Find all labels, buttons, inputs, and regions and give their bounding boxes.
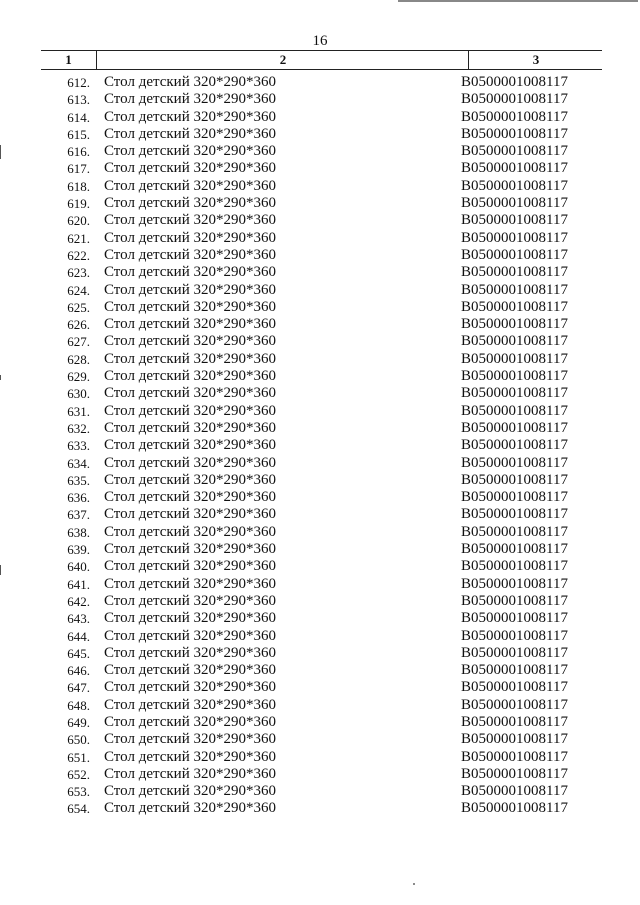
item-code: B0500001008117 [461,454,568,471]
item-name: Стол детский 320*290*360 [104,558,276,575]
item-code: B0500001008117 [461,264,568,281]
table-row [0,437,640,454]
row-number: 653. [67,784,90,800]
row-number: 638. [67,524,90,540]
item-code: B0500001008117 [461,212,568,229]
item-name: Стол детский 320*290*360 [104,316,276,333]
item-code: B0500001008117 [461,316,568,333]
row-number: 628. [67,351,90,367]
item-code: B0500001008117 [461,731,568,748]
item-code: B0500001008117 [461,108,568,125]
table-row [0,299,640,316]
table-row [0,800,640,817]
row-number: 614. [67,109,90,125]
row-number: 632. [67,420,90,436]
item-code: B0500001008117 [461,471,568,488]
item-code: B0500001008117 [461,177,568,194]
row-number: 647. [67,680,90,696]
item-name: Стол детский 320*290*360 [104,454,276,471]
item-name: Стол детский 320*290*360 [104,783,276,800]
scan-mark [0,145,1,159]
item-code: B0500001008117 [461,575,568,592]
item-name: Стол детский 320*290*360 [104,800,276,817]
item-name: Стол детский 320*290*360 [104,437,276,454]
row-number: 621. [67,230,90,246]
item-code: B0500001008117 [461,644,568,661]
row-number: 636. [67,490,90,506]
table-row [0,178,640,195]
item-name: Стол детский 320*290*360 [104,627,276,644]
table-row [0,351,640,368]
table-row [0,91,640,108]
item-name: Стол детский 320*290*360 [104,523,276,540]
item-code: B0500001008117 [461,610,568,627]
row-number: 651. [67,749,90,765]
row-number: 633. [67,438,90,454]
item-name: Стол детский 320*290*360 [104,592,276,609]
item-code: B0500001008117 [461,765,568,782]
item-name: Стол детский 320*290*360 [104,644,276,661]
row-number: 624. [67,282,90,298]
table-row [0,541,640,558]
item-code: B0500001008117 [461,558,568,575]
header-col-2: 2 [96,51,469,69]
item-code: B0500001008117 [461,91,568,108]
row-number: 625. [67,299,90,315]
item-name: Стол детский 320*290*360 [104,368,276,385]
item-name: Стол детский 320*290*360 [104,419,276,436]
row-number: 620. [67,213,90,229]
table-row [0,109,640,126]
row-number: 619. [67,196,90,212]
scan-mark [398,0,638,2]
item-name: Стол детский 320*290*360 [104,610,276,627]
table-row [0,679,640,696]
row-number: 649. [67,714,90,730]
item-name: Стол детский 320*290*360 [104,696,276,713]
item-name: Стол детский 320*290*360 [104,333,276,350]
item-name: Стол детский 320*290*360 [104,125,276,142]
item-code: B0500001008117 [461,696,568,713]
table-row [0,749,640,766]
table-row [0,212,640,229]
table-row [0,662,640,679]
item-name: Стол детский 320*290*360 [104,541,276,558]
item-code: B0500001008117 [461,662,568,679]
item-name: Стол детский 320*290*360 [104,264,276,281]
row-number: 626. [67,317,90,333]
row-number: 639. [67,542,90,558]
item-code: B0500001008117 [461,281,568,298]
item-code: B0500001008117 [461,333,568,350]
item-code: B0500001008117 [461,748,568,765]
item-name: Стол детский 320*290*360 [104,748,276,765]
row-number: 650. [67,732,90,748]
table-row [0,420,640,437]
table-row [0,783,640,800]
row-number: 623. [67,265,90,281]
table-row [0,714,640,731]
row-number: 652. [67,766,90,782]
item-code: B0500001008117 [461,298,568,315]
item-code: B0500001008117 [461,541,568,558]
table-row [0,247,640,264]
row-number: 648. [67,697,90,713]
scan-mark [0,565,1,575]
row-number: 634. [67,455,90,471]
table-row [0,506,640,523]
table-row [0,333,640,350]
item-code: B0500001008117 [461,402,568,419]
row-number: 616. [67,144,90,160]
item-name: Стол детский 320*290*360 [104,679,276,696]
table-row [0,385,640,402]
table-row [0,126,640,143]
item-code: B0500001008117 [461,74,568,90]
table-row [0,576,640,593]
row-number: 641. [67,576,90,592]
item-name: Стол детский 320*290*360 [104,91,276,108]
item-code: B0500001008117 [461,419,568,436]
item-code: B0500001008117 [461,229,568,246]
table-row [0,697,640,714]
item-code: B0500001008117 [461,437,568,454]
table-row [0,160,640,177]
table-row [0,455,640,472]
item-code: B0500001008117 [461,160,568,177]
row-number: 627. [67,334,90,350]
row-number: 643. [67,611,90,627]
table-row [0,195,640,212]
table-row [0,489,640,506]
table-row [0,403,640,420]
item-code: B0500001008117 [461,800,568,817]
row-number: 654. [67,801,90,817]
item-name: Стол детский 320*290*360 [104,298,276,315]
table-header [41,50,602,70]
table-row [0,645,640,662]
item-name: Стол детский 320*290*360 [104,575,276,592]
header-col-1: 1 [65,52,72,67]
table-row [0,74,640,91]
table-row [0,316,640,333]
item-name: Стол детский 320*290*360 [104,765,276,782]
item-code: B0500001008117 [461,713,568,730]
item-name: Стол детский 320*290*360 [104,731,276,748]
item-code: B0500001008117 [461,368,568,385]
row-number: 618. [67,178,90,194]
item-name: Стол детский 320*290*360 [104,74,276,90]
row-number: 635. [67,472,90,488]
item-code: B0500001008117 [461,523,568,540]
item-name: Стол детский 320*290*360 [104,108,276,125]
item-code: B0500001008117 [461,592,568,609]
header-col-3: 3 [468,51,603,69]
row-number: 640. [67,559,90,575]
item-code: B0500001008117 [461,627,568,644]
item-name: Стол детский 320*290*360 [104,506,276,523]
item-name: Стол детский 320*290*360 [104,385,276,402]
table-row [0,368,640,385]
scan-mark [0,375,1,380]
item-code: B0500001008117 [461,246,568,263]
row-number: 617. [67,161,90,177]
table-row [0,524,640,541]
item-code: B0500001008117 [461,350,568,367]
item-name: Стол детский 320*290*360 [104,402,276,419]
table-row [0,593,640,610]
item-name: Стол детский 320*290*360 [104,489,276,506]
item-code: B0500001008117 [461,195,568,212]
table-row [0,558,640,575]
row-number: 642. [67,593,90,609]
table-row [0,472,640,489]
row-number: 615. [67,126,90,142]
table-row [0,264,640,281]
item-name: Стол детский 320*290*360 [104,212,276,229]
row-number: 637. [67,507,90,523]
table-body [0,74,640,818]
row-number: 646. [67,663,90,679]
row-number: 612. [67,75,90,90]
item-name: Стол детский 320*290*360 [104,662,276,679]
item-code: B0500001008117 [461,489,568,506]
table-row [0,143,640,160]
scan-dot [413,883,415,885]
item-name: Стол детский 320*290*360 [104,246,276,263]
item-name: Стол детский 320*290*360 [104,195,276,212]
table-row [0,610,640,627]
table-row [0,766,640,783]
row-number: 613. [67,92,90,108]
item-code: B0500001008117 [461,385,568,402]
item-code: B0500001008117 [461,783,568,800]
item-name: Стол детский 320*290*360 [104,471,276,488]
row-number: 645. [67,645,90,661]
item-code: B0500001008117 [461,143,568,160]
row-number: 629. [67,369,90,385]
row-number: 631. [67,403,90,419]
item-name: Стол детский 320*290*360 [104,177,276,194]
item-name: Стол детский 320*290*360 [104,713,276,730]
item-code: B0500001008117 [461,679,568,696]
row-number: 622. [67,247,90,263]
item-name: Стол детский 320*290*360 [104,350,276,367]
item-name: Стол детский 320*290*360 [104,160,276,177]
table-row [0,731,640,748]
table-row [0,282,640,299]
table-row [0,230,640,247]
item-name: Стол детский 320*290*360 [104,143,276,160]
item-name: Стол детский 320*290*360 [104,229,276,246]
page-number: 16 [312,33,328,49]
item-code: B0500001008117 [461,506,568,523]
table-row [0,628,640,645]
item-name: Стол детский 320*290*360 [104,281,276,298]
row-number: 630. [67,386,90,402]
row-number: 644. [67,628,90,644]
item-code: B0500001008117 [461,125,568,142]
